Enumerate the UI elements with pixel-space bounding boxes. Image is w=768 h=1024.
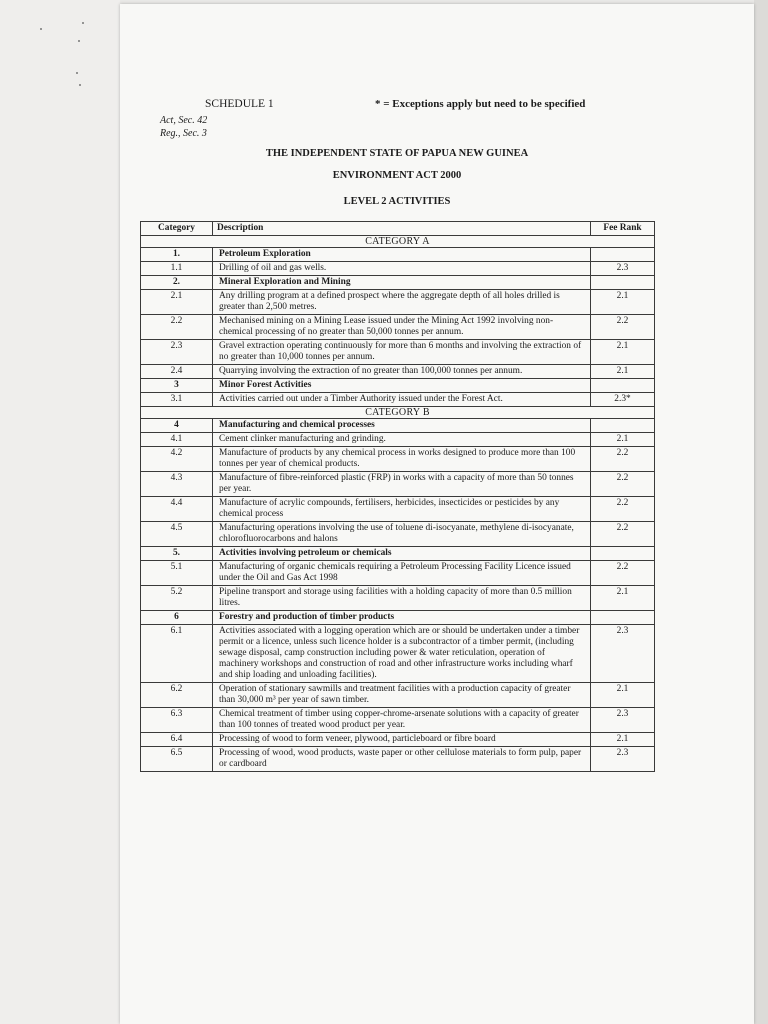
table-row — [141, 393, 655, 407]
description-cell: Activities carried out under a Timber Authority issued under the Forest Act. — [213, 393, 591, 407]
fee-rank-cell: 2.3 — [591, 262, 655, 276]
category-heading: CATEGORY A — [141, 236, 655, 248]
category-cell: 1. — [141, 248, 213, 262]
description-cell: Manufacturing and chemical processes — [213, 419, 591, 433]
fee-rank-cell — [591, 248, 655, 262]
description-cell: Manufacturing of organic chemicals requiring a Petroleum Processing Facility Licence issued under the Oil and Gas Act 1998 — [213, 561, 591, 586]
category-cell: 2.2 — [141, 315, 213, 340]
category-cell: 3 — [141, 379, 213, 393]
category-cell: 5. — [141, 547, 213, 561]
description-cell: Gravel extraction operating continuously for more than 6 months and involving the extraction of no greater than 10,000 tonnes per annum. — [213, 340, 591, 365]
description-cell: Quarrying involving the extraction of no greater than 100,000 tonnes per annum. — [213, 365, 591, 379]
description-cell: Pipeline transport and storage using facilities with a holding capacity of more than 0.5 million litres. — [213, 586, 591, 611]
table-row — [141, 683, 655, 708]
description-cell: Activities involving petroleum or chemicals — [213, 547, 591, 561]
table-row — [141, 447, 655, 472]
schedule-label: SCHEDULE 1 — [205, 98, 274, 110]
description-cell: Processing of wood, wood products, waste paper or other cellulose materials to form pulp, paper or cardboard — [213, 747, 591, 772]
description-cell: Mineral Exploration and Mining — [213, 276, 591, 290]
fee-rank-cell: 2.3* — [591, 393, 655, 407]
category-cell: 2.4 — [141, 365, 213, 379]
category-cell: 6.3 — [141, 708, 213, 733]
table-row — [141, 561, 655, 586]
group-heading-row — [141, 276, 655, 290]
scan-speck — [40, 28, 42, 30]
table-row — [141, 433, 655, 447]
category-cell: 5.1 — [141, 561, 213, 586]
fee-rank-cell: 2.1 — [591, 733, 655, 747]
scan-speck — [79, 84, 81, 86]
scan-speck — [78, 40, 80, 42]
fee-rank-cell — [591, 379, 655, 393]
category-heading-row — [141, 407, 655, 419]
act-title: ENVIRONMENT ACT 2000 — [332, 170, 462, 181]
category-cell: 6.4 — [141, 733, 213, 747]
description-cell: Manufacture of fibre-reinforced plastic (FRP) in works with a capacity of more than 50 tonnes per year. — [213, 472, 591, 497]
fee-rank-cell: 2.3 — [591, 625, 655, 683]
fee-rank-cell: 2.1 — [591, 683, 655, 708]
reg-reference: Reg., Sec. 3 — [160, 128, 207, 139]
description-cell: Manufacturing operations involving the use of toluene di-isocyanate, methylene di-isocyanate, chlorofluorocarbons and halons — [213, 522, 591, 547]
fee-rank-cell: 2.3 — [591, 747, 655, 772]
description-cell: Processing of wood to form veneer, plywood, particleboard or fibre board — [213, 733, 591, 747]
activities-table — [140, 221, 655, 772]
group-heading-row — [141, 611, 655, 625]
category-cell: 2.1 — [141, 290, 213, 315]
fee-rank-cell: 2.2 — [591, 497, 655, 522]
description-cell: Drilling of oil and gas wells. — [213, 262, 591, 276]
category-cell: 4.1 — [141, 433, 213, 447]
fee-rank-cell: 2.1 — [591, 586, 655, 611]
table-header-row — [141, 222, 655, 236]
exceptions-note: * = Exceptions apply but need to be specified — [375, 98, 586, 110]
category-cell: 3.1 — [141, 393, 213, 407]
description-cell: Any drilling program at a defined prospect where the aggregate depth of all holes drilled is greater than 2,500 metres. — [213, 290, 591, 315]
category-cell: 4.2 — [141, 447, 213, 472]
category-cell: 2. — [141, 276, 213, 290]
description-cell: Petroleum Exploration — [213, 248, 591, 262]
table-row — [141, 586, 655, 611]
category-cell: 6 — [141, 611, 213, 625]
description-cell: Chemical treatment of timber using copper-chrome-arsenate solutions with a capacity of greater than 100 tonnes of treated wood product per year. — [213, 708, 591, 733]
fee-rank-cell: 2.1 — [591, 433, 655, 447]
table-row — [141, 625, 655, 683]
scan-speck — [82, 22, 84, 24]
table-row — [141, 497, 655, 522]
fee-rank-cell: 2.2 — [591, 315, 655, 340]
document-title: THE INDEPENDENT STATE OF PAPUA NEW GUINEA — [265, 148, 529, 159]
group-heading-row — [141, 248, 655, 262]
table-row — [141, 290, 655, 315]
category-cell: 6.2 — [141, 683, 213, 708]
category-cell: 5.2 — [141, 586, 213, 611]
adjacent-page-left — [0, 0, 120, 1024]
group-heading-row — [141, 547, 655, 561]
fee-rank-cell — [591, 276, 655, 290]
category-heading: CATEGORY B — [141, 407, 655, 419]
table-row — [141, 340, 655, 365]
level-title: LEVEL 2 ACTIVITIES — [343, 196, 451, 207]
category-cell: 2.3 — [141, 340, 213, 365]
fee-rank-cell: 2.1 — [591, 365, 655, 379]
table-row — [141, 262, 655, 276]
description-cell: Cement clinker manufacturing and grinding. — [213, 433, 591, 447]
category-cell: 1.1 — [141, 262, 213, 276]
table-row — [141, 747, 655, 772]
column-header-description: Description — [213, 222, 591, 236]
group-heading-row — [141, 379, 655, 393]
description-cell: Forestry and production of timber products — [213, 611, 591, 625]
fee-rank-cell — [591, 611, 655, 625]
fee-rank-cell — [591, 547, 655, 561]
table-row — [141, 472, 655, 497]
table-row — [141, 733, 655, 747]
fee-rank-cell: 2.2 — [591, 561, 655, 586]
category-cell: 4 — [141, 419, 213, 433]
fee-rank-cell: 2.2 — [591, 447, 655, 472]
table-row — [141, 522, 655, 547]
category-cell: 4.5 — [141, 522, 213, 547]
table-row — [141, 315, 655, 340]
fee-rank-cell: 2.2 — [591, 522, 655, 547]
column-header-category: Category — [141, 222, 213, 236]
description-cell: Operation of stationary sawmills and treatment facilities with a production capacity of greater than 30,000 m³ per year of sawn timber. — [213, 683, 591, 708]
column-header-fee-rank: Fee Rank — [591, 222, 655, 236]
fee-rank-cell: 2.1 — [591, 290, 655, 315]
category-cell: 4.3 — [141, 472, 213, 497]
table-row — [141, 708, 655, 733]
fee-rank-cell: 2.3 — [591, 708, 655, 733]
category-cell: 6.5 — [141, 747, 213, 772]
description-cell: Manufacture of products by any chemical process in works designed to produce more than 100 tonnes per year of chemical products. — [213, 447, 591, 472]
adjacent-page-right — [754, 0, 768, 1024]
description-cell: Minor Forest Activities — [213, 379, 591, 393]
fee-rank-cell: 2.2 — [591, 472, 655, 497]
table-row — [141, 365, 655, 379]
description-cell: Manufacture of acrylic compounds, fertilisers, herbicides, insecticides or pesticides by any chemical process — [213, 497, 591, 522]
category-cell: 4.4 — [141, 497, 213, 522]
description-cell: Activities associated with a logging operation which are or should be undertaken under a timber permit or a licence, unless such licence holder is a subcontractor of a timber permit, (including sewage disposal, camp construction including power & water reticulation, operation of machinery workshops and construction of road and other infrastructure works including wharf and ship loading and unloading facilities). — [213, 625, 591, 683]
fee-rank-cell: 2.1 — [591, 340, 655, 365]
group-heading-row — [141, 419, 655, 433]
scan-speck — [76, 72, 78, 74]
fee-rank-cell — [591, 419, 655, 433]
category-heading-row — [141, 236, 655, 248]
table-body — [141, 236, 655, 772]
act-reference: Act, Sec. 42 — [160, 115, 208, 126]
description-cell: Mechanised mining on a Mining Lease issued under the Mining Act 1992 involving non- chemical processing of no greater than 50,000 tonnes per annum. — [213, 315, 591, 340]
category-cell: 6.1 — [141, 625, 213, 683]
